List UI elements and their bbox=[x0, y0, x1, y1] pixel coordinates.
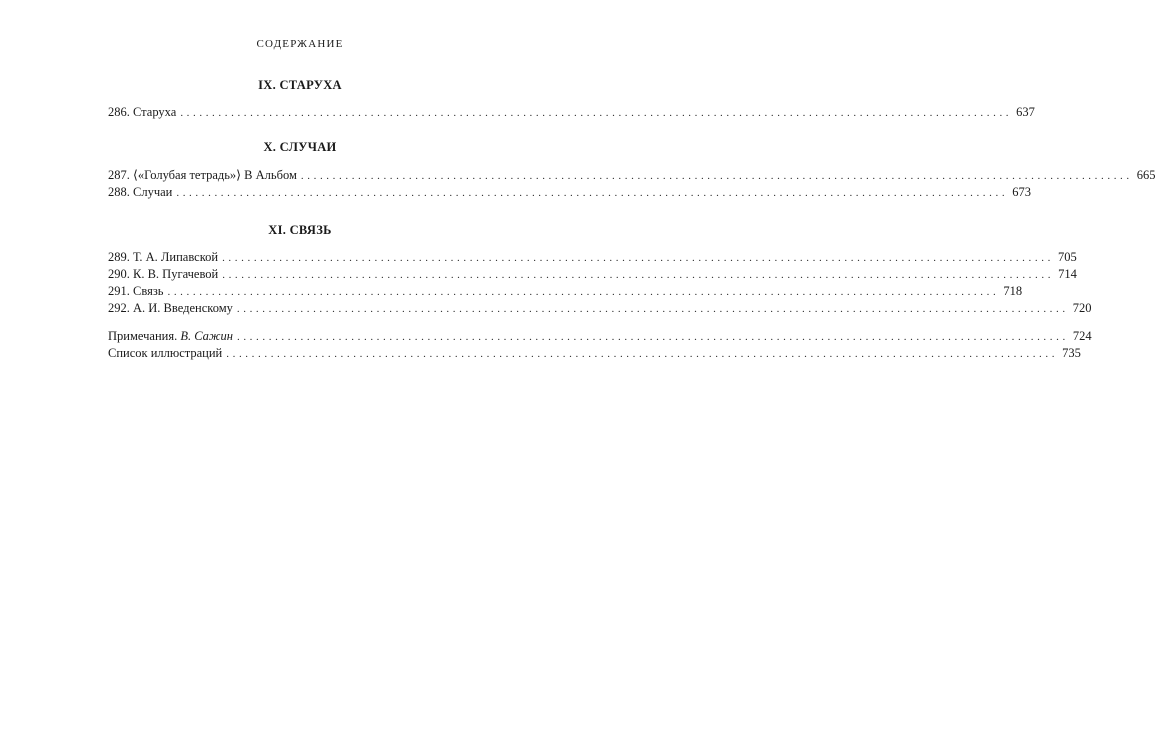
section-title: IX. СТАРУХА bbox=[258, 78, 342, 92]
notes-label: Примечания. bbox=[108, 329, 181, 343]
toc-entry-label: 287. ⟨«Голубая тетрадь»⟩ В Альбом bbox=[108, 168, 297, 182]
notes-author: В. Сажин bbox=[180, 329, 233, 343]
toc-entry[interactable] bbox=[108, 184, 1031, 200]
toc-entry-label: 288. Случаи bbox=[108, 185, 173, 199]
toc-entry-page: 705 bbox=[1057, 250, 1077, 264]
section-title: X. СЛУЧАИ bbox=[263, 140, 337, 154]
toc-entry-label: 291. Связь bbox=[108, 284, 164, 298]
toc-leader-dots: ................................................................................................................................... bbox=[300, 170, 1133, 182]
toc-entry[interactable] bbox=[108, 283, 1023, 299]
toc-entry[interactable] bbox=[108, 300, 1092, 316]
toc-leader-dots: ................................................................................................................................... bbox=[222, 252, 1054, 264]
toc-entry-page: 720 bbox=[1072, 301, 1092, 315]
toc-entry-page: 673 bbox=[1012, 185, 1031, 199]
toc-leader-dots: ................................................................................................................................... bbox=[236, 303, 1069, 315]
toc-entry-page: 724 bbox=[1072, 329, 1092, 343]
toc-entry-label: 286. Старуха bbox=[108, 105, 177, 119]
toc-leader-dots: ................................................................................................................................... bbox=[176, 187, 1009, 199]
toc-entry-page: 735 bbox=[1062, 346, 1081, 360]
toc-entry-page: 718 bbox=[1003, 284, 1023, 298]
toc-entry[interactable] bbox=[108, 249, 1077, 265]
toc-leader-dots: ................................................................................................................................... bbox=[167, 286, 1000, 298]
toc-entry[interactable] bbox=[108, 167, 1156, 183]
toc-entry-label bbox=[108, 328, 237, 344]
toc-leader-dots: ................................................................................................................................... bbox=[222, 269, 1055, 281]
toc-entry-page: 637 bbox=[1016, 105, 1035, 119]
toc-entry[interactable] bbox=[108, 104, 1035, 120]
toc-entry[interactable] bbox=[108, 266, 1077, 282]
toc-leader-dots: ................................................................................................................................... bbox=[236, 331, 1069, 343]
toc-entry-illustrations[interactable] bbox=[108, 345, 1081, 361]
toc-entry-page: 714 bbox=[1058, 267, 1077, 281]
toc-leader-dots: ................................................................................................................................... bbox=[226, 348, 1059, 360]
toc-entry-page: 665 bbox=[1136, 168, 1156, 182]
page-header: СОДЕРЖАНИЕ bbox=[256, 38, 344, 50]
toc-entry-label: Список иллюстраций bbox=[108, 346, 223, 360]
section-title: XI. СВЯЗЬ bbox=[268, 223, 332, 237]
toc-entry-label: 289. Т. А. Липавской bbox=[108, 250, 219, 264]
toc-entry-label: 290. К. В. Пугачевой bbox=[108, 267, 219, 281]
toc-entry-label: 292. А. И. Введенскому bbox=[108, 301, 233, 315]
toc-leader-dots: ................................................................................................................................... bbox=[180, 107, 1013, 119]
toc-entry-notes[interactable] bbox=[108, 328, 1092, 344]
